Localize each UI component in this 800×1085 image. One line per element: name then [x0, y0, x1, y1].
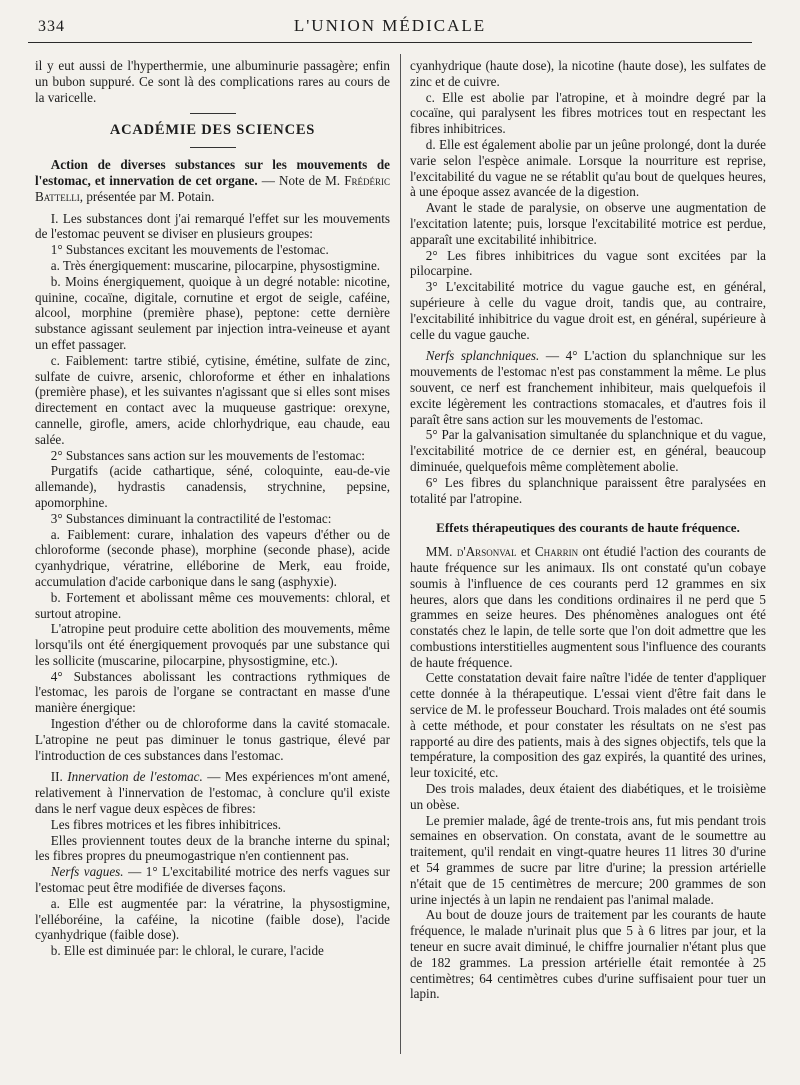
paragraph-text: — 4° L'action du splanchnique sur les mouvements de l'estomac n'est pas constamment la même. Le plus souvent, ce nerf est franchement inhibiteur, mais quelquefois il excite légèrement les contractions stomacales, et d'autres fois il paraît être sans action sur les mouvements de l'estomac.: [410, 348, 767, 427]
paragraph-text: ont étudié l'action des courants de haute fréquence sur les animaux. Ils ont constaté qu'un cobaye soumis à l'influence de ces courants perd 12 grammes en six heures, alors que dans les conditions ordinaires il ne perd que 5 grammes en seize heures. Des phénomènes analogues ont été constatés chez le lapin, de telle sorte que l'on doit admettre que les combustions interstitielles augmentent sous l'influence des courants de haute fréquence.: [410, 544, 766, 670]
paragraph: 2° Substances sans action sur les mouvements de l'estomac:: [50, 447, 365, 463]
paragraph: b. Moins énergiquement, quoique à un degré notable: nicotine, quinine, cocaïne, digitale, cornutine et ergot de seigle, caféine, alcool, morphine (première phase), peptone: cette dernière substance agissant seulement par injection intra-veineuse et ayant un effet passager.: [35, 273, 390, 352]
paragraph: d. Elle est également abolie par un jeûne prolongé, dont la durée varie selon l'espèce animale. Lorsque la nourriture est reprise, l'excitabilité du vague ne se rétablit qu'au bout de quelques heures, à une époque assez avancée de la digestion.: [410, 136, 766, 200]
paragraph-text: et: [516, 544, 535, 560]
paragraph: 2° Les fibres inhibitrices du vague sont excitées par la pilocarpine.: [410, 247, 766, 279]
article-title-note: — Note de M.: [257, 172, 345, 188]
paragraph: [35, 864, 390, 896]
paragraph: 4° Substances abolissant les contractions rythmiques de l'estomac, les parois de l'organe se contractant en masse d'une manière énergique:: [35, 668, 390, 716]
paragraph: 3° L'excitabilité motrice du vague gauche est, en général, supérieure à celle du vague droit, tandis que, au contraire, l'excitabilité inhibitrice du vague droit est, en général, supérieure à celle du vague gauche.: [410, 279, 766, 342]
roman-numeral: II.: [50, 769, 68, 785]
paragraph: Purgatifs (acide cathartique, séné, coloquinte, eau-de-vie allemande), hydrastis canadensis, strychnine, pepsine, apomorphine.: [35, 463, 390, 510]
paragraph: c. Elle est abolie par l'atropine, et à moindre degré par la cocaïne, qui paralysent les fibres motrices tout en respectant les fibres inhibitrices.: [410, 89, 766, 137]
paragraph: a. Faiblement: curare, inhalation des vapeurs d'éther ou de chloroforme (seconde phase), morphine (seconde phase), acide cyanhydrique, vératrine, elléborine de Merk, eau froide, accumulation d'acide carbonique dans le sang (asphyxie).: [35, 526, 390, 589]
paragraph: Ingestion d'éther ou de chloroforme dans la cavité stomacale. L'atropine ne peut pas diminuer le tonus gastrique, élevé par l'introduction de ces substances dans l'estomac.: [35, 716, 390, 763]
paragraph: Des trois malades, deux étaient des diabétiques, et le troisième un obèse.: [410, 781, 766, 812]
page-number: 334: [38, 18, 65, 35]
paragraph-text: — 1° L'excitabilité motrice des nerfs vagues sur l'estomac peut être modifiée de diverses façons.: [35, 864, 390, 896]
author-name: d'Arsonval: [456, 544, 517, 560]
article-title: [35, 157, 390, 204]
separator-rule: [190, 113, 236, 114]
paragraph: 5° Par la galvanisation simultanée du splanchnique et du vague, l'excitabilité motrice de ce dernier est, en général, beaucoup diminuée, quelquefois même complètement abolie.: [410, 427, 766, 474]
article-presented: , présentée par M. Potain.: [79, 188, 215, 204]
paragraph: [410, 544, 766, 670]
paragraph: 6° Les fibres du splanchnique paraissent être paralysées en totalité par l'atropine.: [410, 474, 766, 506]
paragraph: 3° Substances diminuant la contractilité de l'estomac:: [50, 510, 332, 526]
running-title: L'UNION MÉDICALE: [293, 16, 487, 35]
paragraph: [35, 769, 390, 816]
article-author: Frédéric Battelli: [35, 172, 391, 204]
paragraph: Au bout de douze jours de traitement par les courants de haute fréquence, le malade n'urinait plus que 5 à 6 litres par jour, et la teneur en sucre avait diminué, le chiffre journalier n'étant plus que de 182 grammes. La pression artérielle était remontée à 25 centimètres; 64 centimètres cubes d'urine suffisaient pour tuer un lapin.: [410, 907, 766, 1002]
paragraph: c. Faiblement: tartre stibié, cytisine, émétine, sulfate de zinc, sulfate de cuivre, arsenic, chloroforme et éther en inhalations (première phase), et les suivantes n'agissant que si elles sont mises directement en contact avec la muqueuse gastrique: orexyne, cannelle, girofle, amers, acide chlorhydrique, eau chaude, eau salée.: [35, 352, 390, 447]
paragraph: cyanhydrique (haute dose), la nicotine (haute dose), les sulfates de zinc et de cuivre.: [410, 58, 766, 89]
paragraph: il y eut aussi de l'hyperthermie, une albuminurie passagère; enfin un bubon suppuré. Ce sont là des complications rares au cours de la varicelle.: [35, 58, 390, 105]
subsection-title: Nerfs splanchniques.: [425, 348, 540, 364]
paragraph: I. Les substances dont j'ai remarqué l'effet sur les mouvements de l'estomac peuvent se diviser en plusieurs groupes:: [35, 210, 390, 242]
right-column: [410, 58, 766, 1002]
paragraph: a. Très énergiquement: muscarine, pilocarpine, physostigmine.: [50, 257, 381, 273]
paragraph: Le premier malade, âgé de trente-trois ans, fut mis pendant trois semaines en observation. On constata, avant de le soumettre au traitement, qu'il rendait en vingt-quatre heures 11 litres 30 d'urine et 54 grammes de sucre par litre d'urine; la pression artérielle n'était que de 15 centimètres de mercure; 200 grammes de son urine injectés à un lapin ne rendaient pas l'animal malade.: [410, 812, 766, 907]
paragraph-text: MM.: [425, 544, 457, 560]
paragraph: b. Fortement et abolissant même ces mouvements: chloral, et surtout atropine.: [35, 589, 390, 621]
left-column: [35, 58, 390, 959]
paragraph: Avant le stade de paralysie, on observe une augmentation de l'excitation latente; puis, lorsque l'excitabilité motrice est perdue, apparaît une excitabilité inhibitrice.: [410, 200, 766, 247]
article-title-text: Action de diverses substances sur les mouvements de l'estomac, et innervation de cet organe.: [35, 157, 390, 188]
subsection-title: Innervation de l'estomac.: [67, 769, 203, 785]
subsection-title: Nerfs vagues.: [50, 864, 124, 880]
paragraph: a. Elle est augmentée par: la vératrine, la physostigmine, l'elléboréine, la caféine, la nicotine (faible dose), l'acide cyanhydrique (faible dose).: [35, 895, 390, 943]
separator-rule: [190, 147, 236, 148]
paragraph-text: — Mes expériences m'ont amené, relativement à l'innervation de l'estomac, à conclure qu'il existe dans le nerf vague deux espèces de fibres:: [35, 769, 390, 817]
spacer: [410, 506, 766, 516]
author-name: Charrin: [534, 544, 579, 560]
article-subtitle: Effets thérapeutiques des courants de haute fréquence.: [436, 520, 740, 536]
paragraph: [410, 348, 766, 427]
page-header: [28, 12, 752, 43]
paragraph: L'atropine peut produire cette abolition des mouvements, même lorsqu'ils ont été énergiquement provoqués par une substance qui les sollicite (muscarine, pilocarpine, physostigmine, etc.).: [35, 621, 390, 668]
section-title: ACADÉMIE DES SCIENCES: [109, 122, 316, 139]
column-divider: [400, 54, 401, 1054]
paragraph: Cette constatation devait faire naître l'idée de tenter d'appliquer cette donnée à la thérapeutique. L'essai vient d'être fait dans le service de M. le professeur Bouchard. Trois malades ont été soumis à cette méthode, et pour constater les résultats on ne s'est pas rapporté au dire des patients, mais à des signes objectifs, tels que la température, la composition des gaz expirés, la quantité des urines, leur toxicité, etc.: [410, 670, 766, 781]
paragraph: Les fibres motrices et les fibres inhibitrices.: [50, 816, 282, 832]
paragraph: 1° Substances excitant les mouvements de l'estomac.: [50, 242, 329, 258]
paragraph: Elles proviennent toutes deux de la branche interne du spinal; les fibres propres du pneumogastrique n'en contiennent pas.: [35, 832, 390, 864]
paragraph: b. Elle est diminuée par: le chloral, le curare, l'acide: [50, 943, 324, 959]
